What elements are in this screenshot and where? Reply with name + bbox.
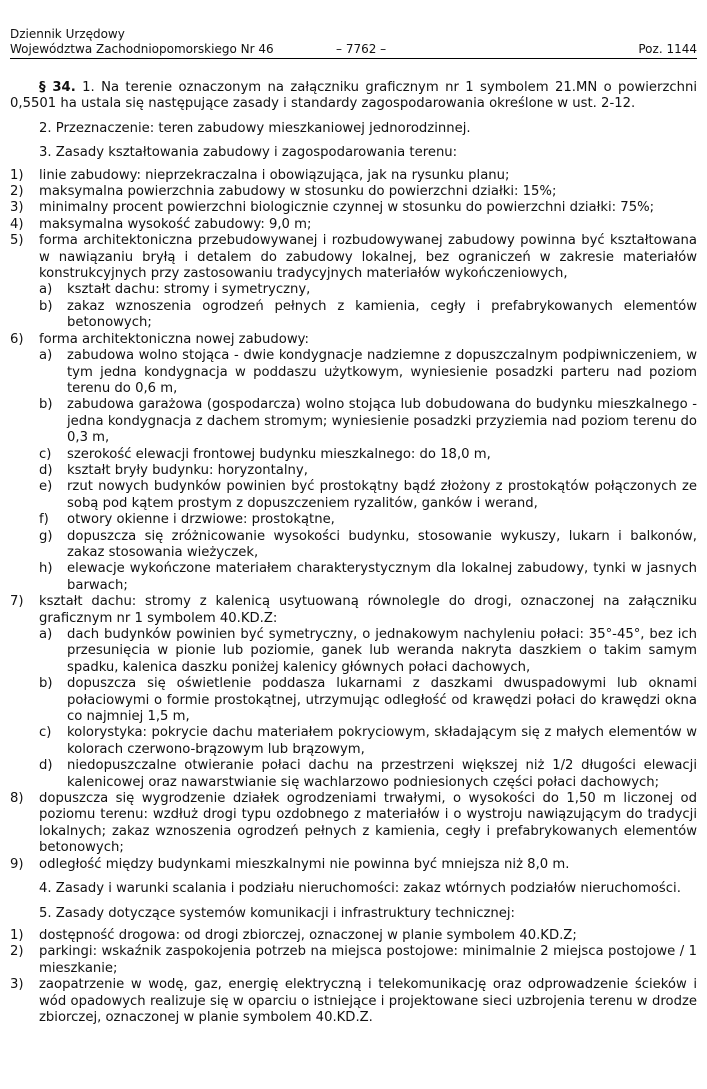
list-item — [10, 857, 697, 873]
paragraph-4: 4. Zasady i warunki scalania i podziału nieruchomości: zakaz wtórnych podziałów nieruchomości. — [39, 881, 681, 897]
list-item-number: 8) — [10, 791, 24, 807]
sub-list-item-letter: c) — [39, 446, 52, 462]
position-number: Poz. 1144 — [638, 42, 697, 56]
paragraph-5: 5. Zasady dotyczące systemów komunikacji i infrastruktury technicznej: — [39, 905, 515, 921]
sub-list-item — [10, 397, 697, 446]
sub-list-item-letter: f) — [39, 512, 49, 528]
list-item-text: minimalny procent powierzchni biologicznie czynnej w stosunku do powierzchni działki: 75%; — [39, 200, 655, 216]
sub-list-item-text: elewacje wykończone materiałem charakterystycznym dla lokalnej zabudowy, tynki w jasnych barwach; — [67, 561, 697, 593]
list-item-text: maksymalna powierzchnia zabudowy w stosunku do powierzchni działki: 15%; — [39, 184, 557, 200]
sub-list-item-text: zakaz wznoszenia ogrodzeń pełnych z kamienia, cegły i prefabrykowanych elementów betonowych; — [67, 298, 697, 331]
sub-list-item-text: zabudowa garażowa (gospodarcza) wolno stojąca lub dobudowana do budynku mieszkalnego - jedna kondygnacja z dachem stromym; wyniesienie posadzki przyziemia nad poziom terenu do 0,3 m, — [67, 397, 697, 446]
list-item-number: 5) — [10, 233, 24, 249]
sub-list-item-text: dach budynków powinien być symetryczny, o jednakowym nachyleniu połaci: 35°-45°, bez ich przesunięcia w pionie lub poziomie, ganek lub weranda nakryta daszkiem o takim samym spadku, kalenica daszku poniżej kalenicy głównych połaci dachowych, — [67, 627, 697, 675]
sub-list-item — [10, 725, 697, 758]
list-item-number: 6) — [10, 331, 24, 347]
journal-title: Dziennik Urzędowy — [10, 27, 125, 41]
sub-list-item — [10, 627, 697, 676]
list-item-text: forma architektoniczna nowej zabudowy: — [39, 331, 309, 347]
voivodeship-issue: Województwa Zachodniopomorskiego Nr 46 — [10, 42, 274, 56]
sub-list-item-text: niedopuszczalne otwieranie połaci dachu na przestrzeni większej niż 1/2 długości elewacji kalenicowej oraz nawarstwianie się wachlarzowo podniesionych części połaci dachowych; — [67, 758, 697, 790]
list-item-number: 1) — [10, 927, 24, 943]
header-row — [10, 42, 697, 59]
list-item-number: 3) — [10, 977, 24, 993]
list-item-number: 7) — [10, 594, 24, 610]
list-item — [10, 168, 697, 184]
sub-list-item — [10, 479, 697, 512]
list-item — [10, 332, 697, 348]
sub-list-item-letter: b) — [39, 298, 53, 314]
list-item — [10, 594, 697, 627]
sub-list-item — [10, 299, 697, 332]
sub-list-item-letter: d) — [39, 462, 53, 478]
sub-list-item-text: rzut nowych budynków powinien być prostokątny bądź złożony z prostokątów połączonych ze sobą pod kątem prostym z dopuszczeniem ryzalitów, ganków i werand, — [67, 479, 697, 511]
sub-list-item-text: kształt dachu: stromy i symetryczny, — [67, 282, 311, 298]
sub-list-item-letter: b) — [39, 397, 53, 413]
sub-list-item — [10, 561, 697, 594]
list-item-number: 1) — [10, 167, 24, 183]
sub-list-item-text: dopuszcza się zróżnicowanie wysokości budynku, stosowanie wykuszy, lukarn i balkonów, zakaz stosowania wieżyczek, — [67, 528, 697, 560]
list-item-text: maksymalna wysokość zabudowy: 9,0 m; — [39, 216, 312, 232]
list-item-text: zaopatrzenie w wodę, gaz, energię elektryczną i telekomunikację oraz odprowadzenie ścieków i wód opadowych realizuje się w oparciu o istniejące i projektowane sieci uzbrojenia terenu w drodze zbiorczej, oznaczonej w planie symbolem 40.KD.Z. — [39, 977, 697, 1025]
list-item-text: forma architektoniczna przebudowywanej i rozbudowywanej zabudowy powinna być kształtowana w nawiązaniu bryłą i detalem do zabudowy lokalnej, bez ograniczeń w zakresie materiałów konstrukcyjnych przy zastosowaniu tradycyjnych materiałów wykończeniowych, — [39, 233, 697, 282]
list-item-number: 4) — [10, 216, 24, 232]
page-number: – 7762 – — [336, 42, 387, 56]
list-item — [10, 791, 697, 857]
sub-list-item — [10, 529, 697, 562]
sub-list-item-letter: d) — [39, 758, 53, 774]
paragraph-1-text: 1. Na terenie oznaczonym na załączniku graficznym nr 1 symbolem 21.MN o powierzchni 0,5501 ha ustala się następujące zasady i standardy zagospodarowania określone w ust. 2-12. — [10, 80, 698, 112]
sub-list-item-text: kształt bryły budynku: horyzontalny, — [67, 462, 308, 478]
list-item — [10, 184, 697, 200]
sub-list-item — [10, 447, 697, 463]
sub-list-item-letter: g) — [39, 528, 53, 544]
sub-list-item-text: kolorystyka: pokrycie dachu materiałem pokryciowym, składającym się z małych elementów w kolorach czerwono-brązowym lub brązowym, — [67, 725, 697, 757]
sub-list-item-letter: a) — [39, 282, 53, 298]
list-item-number: 9) — [10, 856, 24, 872]
sub-list-item-letter: h) — [39, 561, 53, 577]
sub-list-item-text: szerokość elewacji frontowej budynku mieszkalnego: do 18,0 m, — [67, 446, 491, 462]
list-item — [10, 928, 697, 944]
list-item — [10, 944, 697, 977]
list-section-5 — [10, 928, 697, 1026]
sub-list-item-letter: e) — [39, 479, 53, 495]
list-item-text: dopuszcza się wygrodzenie działek ogrodzeniami trwałymi, o wysokości do 1,50 m liczonej od poziomu terenu: wzdłuż drogi typu ozdobnego z materiałów i o wystroju nawiązującym do tradycji lokalnych; zakaz wznoszenia ogrodzeń pełnych z kamienia, cegły i prefabrykowanych elementów betonowych; — [39, 791, 697, 856]
sub-list-item-text: dopuszcza się oświetlenie poddasza lukarnami z daszkami dwuspadowymi lub oknami połaciowymi o formie prostokątnej, utrzymując odległość od krawędzi połaci do krawędzi okna co najmniej 1,5 m, — [67, 676, 697, 725]
list-item — [10, 200, 697, 216]
sub-list-item-text: otwory okienne i drzwiowe: prostokątne, — [67, 512, 335, 528]
list-item-text: kształt dachu: stromy z kalenicą usytuowaną równolegle do drogi, oznaczonej na załączniku graficznym nr 1 symbolem 40.KD.Z: — [39, 594, 697, 626]
list-item — [10, 233, 697, 282]
list-item-text: linie zabudowy: nieprzekraczalna i obowiązująca, jak na rysunku planu; — [39, 167, 510, 183]
sub-list-item-letter: b) — [39, 676, 53, 692]
list-item-text: odległość między budynkami mieszkalnymi nie powinna być mniejsza niż 8,0 m. — [39, 856, 570, 872]
section-number: § 34. — [39, 80, 76, 95]
sub-list-item — [10, 758, 697, 791]
sub-list-item — [10, 348, 697, 397]
paragraph-2: 2. Przeznaczenie: teren zabudowy mieszkaniowej jednorodzinnej. — [39, 120, 471, 136]
list-item — [10, 217, 697, 233]
list-item-number: 2) — [10, 944, 24, 960]
list-item — [10, 977, 697, 1026]
list-section-3 — [10, 168, 697, 873]
sub-list-item — [10, 676, 697, 725]
paragraph-3: 3. Zasady kształtowania zabudowy i zagospodarowania terenu: — [39, 145, 458, 161]
paragraph-1 — [10, 80, 697, 113]
sub-list-item-text: zabudowa wolno stojąca - dwie kondygnacje nadziemne z dopuszczalnym podpiwniczeniem, w tym jedna kondygnacja w poddaszu użytkowym, wyniesienie posadzki parteru nad poziom terenu do 0,6 m, — [67, 348, 697, 396]
sub-list-item-letter: c) — [39, 725, 52, 741]
sub-list-item-letter: a) — [39, 627, 53, 642]
document-body — [10, 80, 697, 1026]
sub-list-item — [10, 282, 697, 298]
list-item-text: parkingi: wskaźnik zaspokojenia potrzeb na miejsca postojowe: minimalnie 2 miejsca postojowe / 1 mieszkanie; — [39, 944, 697, 976]
list-item-number: 2) — [10, 184, 24, 200]
page-header — [10, 27, 697, 59]
list-item-number: 3) — [10, 200, 24, 216]
sub-list-item — [10, 512, 697, 528]
list-item-text: dostępność drogowa: od drogi zbiorczej, oznaczonej w planie symbolem 40.KD.Z; — [39, 927, 577, 943]
sub-list-item — [10, 463, 697, 479]
sub-list-item-letter: a) — [39, 348, 53, 364]
